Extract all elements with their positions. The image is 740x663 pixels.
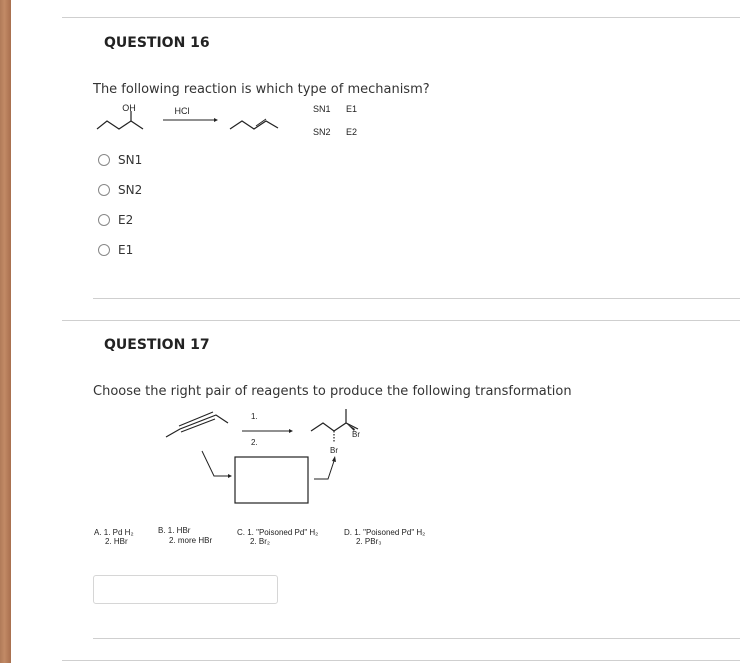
q16-option-sn2-label: SN2 [118,183,143,197]
q17-answer-input[interactable] [93,575,278,604]
q17-step-2: 2. [251,438,258,447]
divider-top [62,17,740,18]
divider-q17-start [62,320,740,321]
q16-mech-sn1: SN1 [313,104,331,114]
q16-option-sn1-label: SN1 [118,153,143,167]
question-16-prompt: The following reaction is which type of mechanism? [93,82,430,97]
q16-mech-e2: E2 [346,127,358,137]
q17-arrow-to-box-head [228,474,232,478]
q17-br-label-2: Br [352,430,360,439]
q16-reagent: HCl [174,106,190,116]
q16-option-sn1-radio[interactable] [98,154,110,166]
q17-arrow-from-box-head [332,456,336,462]
q16-mech-sn2: SN2 [313,127,331,137]
q16-arrow-head [214,118,218,122]
question-17-title: QUESTION 17 [104,337,210,353]
q16-option-e2-label: E2 [118,213,134,227]
q17-arrow-head [289,429,293,433]
q16-product-skeleton [230,121,278,129]
q16-reaction-scheme [90,100,390,140]
q16-option-e2-radio[interactable] [98,214,110,226]
q17-choice-d-line2: 2. PBr₃ [356,537,382,546]
q17-step-1: 1. [251,412,258,421]
q17-triple-bond-b [179,412,213,426]
q17-choice-c-line2: 2. Br₂ [250,537,270,546]
q16-option-e1-label: E1 [118,243,134,257]
q17-choice-d-line1: D. 1. "Poisoned Pd" H₂ [344,528,426,537]
divider-q16-end [93,298,740,299]
q17-choice-a-line2: 2. HBr [105,537,128,546]
q17-choice-b-line1: B. 1. HBr [158,526,191,535]
q16-option-e2[interactable] [98,212,133,228]
q17-reaction-scheme [90,400,500,560]
left-border [0,0,11,663]
q16-option-sn1[interactable] [98,152,142,168]
q16-option-e1[interactable] [98,242,133,258]
q17-choice-b-line2: 2. more HBr [169,536,213,545]
q16-option-sn2-radio[interactable] [98,184,110,196]
q17-choice-a-line1: A. 1. Pd H₂ [94,528,134,537]
q16-reactant-skeleton [97,121,143,129]
q17-arrow-to-box [202,451,228,476]
divider-bottom [62,660,740,661]
q16-option-e1-radio[interactable] [98,244,110,256]
q16-oh-label: OH [122,103,136,113]
q17-choice-c-line1: C. 1. "Poisoned Pd" H₂ [237,528,319,537]
q17-arrow-from-box [314,461,334,479]
question-16-title: QUESTION 16 [104,35,210,51]
q17-triple-bond-a [181,419,215,432]
question-17-prompt: Choose the right pair of reagents to produce the following transformation [93,384,572,399]
q16-mech-e1: E1 [346,104,358,114]
q17-br-label-1: Br [330,446,338,455]
divider-q17-end [93,638,740,639]
q17-intermediate-box [235,457,308,503]
q16-option-sn2[interactable] [98,182,142,198]
